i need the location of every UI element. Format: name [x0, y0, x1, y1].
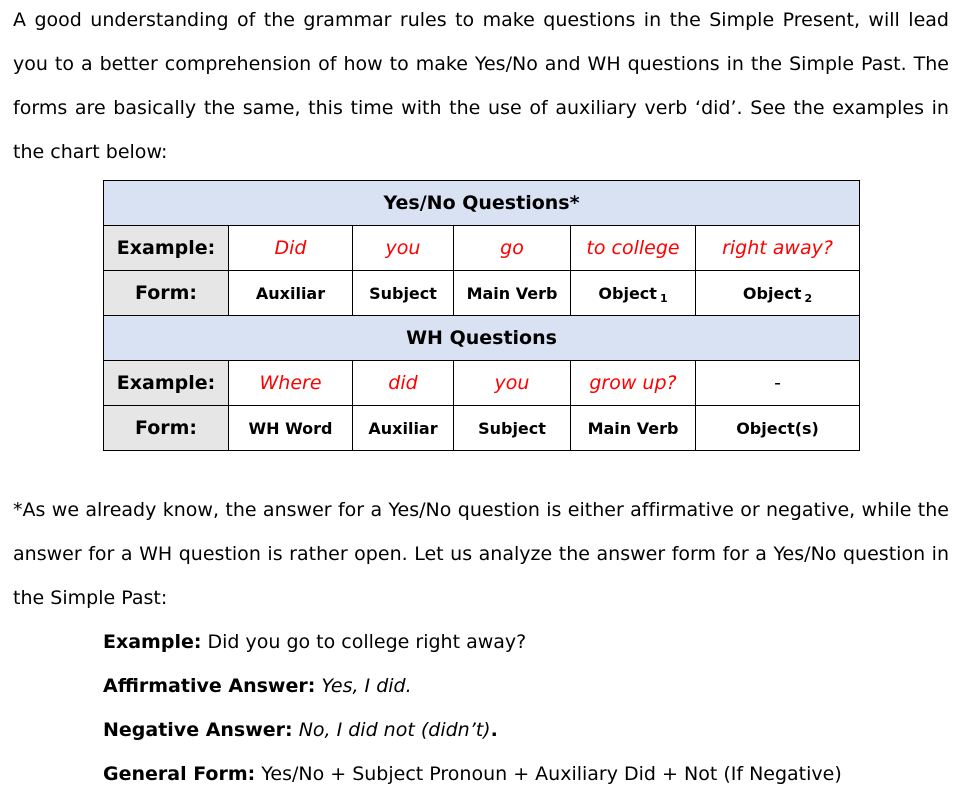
example-label: Example:: [103, 631, 202, 653]
form-cell: [571, 271, 696, 316]
form-row-label: Form:: [104, 271, 229, 316]
form-cell: Auxiliar: [229, 271, 353, 316]
yes-no-section-title: Yes/No Questions*: [104, 181, 860, 226]
affirmative-label: Affirmative Answer:: [103, 675, 316, 697]
form-cell: Auxiliar: [353, 406, 454, 451]
general-form-label: General Form:: [103, 763, 256, 785]
wh-section-title: WH Questions: [104, 316, 860, 361]
negative-text: No, I did not (didn’t): [298, 719, 491, 741]
example-cell: you: [353, 226, 454, 271]
form-cell: Subject: [454, 406, 571, 451]
negative-line: [103, 708, 842, 752]
form-row-label: Form:: [104, 406, 229, 451]
example-cell: grow up?: [571, 361, 696, 406]
example-row-label: Example:: [104, 226, 229, 271]
form-subscript: 2: [804, 291, 813, 305]
negative-label: Negative Answer:: [103, 719, 293, 741]
yes-no-header-row: [104, 181, 860, 226]
wh-example-row: [104, 361, 860, 406]
negative-period: .: [490, 719, 498, 741]
example-cell: -: [696, 361, 860, 406]
example-cell: Did: [229, 226, 353, 271]
form-subscript: 1: [659, 291, 668, 305]
form-cell-text: Object: [598, 283, 657, 303]
example-row-label: Example:: [104, 361, 229, 406]
affirmative-text: Yes, I did.: [321, 675, 412, 697]
example-cell: did: [353, 361, 454, 406]
form-cell-text: Object: [742, 283, 802, 303]
form-cell: WH Word: [229, 406, 353, 451]
note-paragraph: *As we already know, the answer for a Yes/No question is either affirmative or negative, while the answer for a WH question is rather open. Let us analyze the answer form for a Yes/No question in the Simple Past:: [13, 499, 949, 609]
form-cell: Main Verb: [454, 271, 571, 316]
yes-no-form-row: [104, 271, 860, 316]
example-line: [103, 620, 842, 664]
yes-no-example-row: [104, 226, 860, 271]
answer-examples: [103, 620, 842, 796]
form-cell: Object(s): [696, 406, 860, 451]
general-form-line: [103, 752, 842, 796]
example-cell: to college: [571, 226, 696, 271]
form-cell: Subject: [353, 271, 454, 316]
example-cell: Where: [229, 361, 353, 406]
example-cell: right away?: [696, 226, 860, 271]
general-form-text: Yes/No + Subject Pronoun + Auxiliary Did + Not (If Negative): [261, 763, 842, 785]
example-text: Did you go to college right away?: [207, 631, 527, 653]
form-cell: [696, 271, 860, 316]
grammar-chart: [103, 180, 860, 451]
example-cell: go: [454, 226, 571, 271]
wh-header-row: [104, 316, 860, 361]
affirmative-line: [103, 664, 842, 708]
form-cell: Main Verb: [571, 406, 696, 451]
intro-paragraph: A good understanding of the grammar rules to make questions in the Simple Present, will lead you to a better comprehension of how to make Yes/No and WH questions in the Simple Past. The forms are basically the same, this time with the use of auxiliary verb ‘did’. See the examples in the chart below:: [13, 9, 949, 163]
wh-form-row: [104, 406, 860, 451]
example-cell: you: [454, 361, 571, 406]
